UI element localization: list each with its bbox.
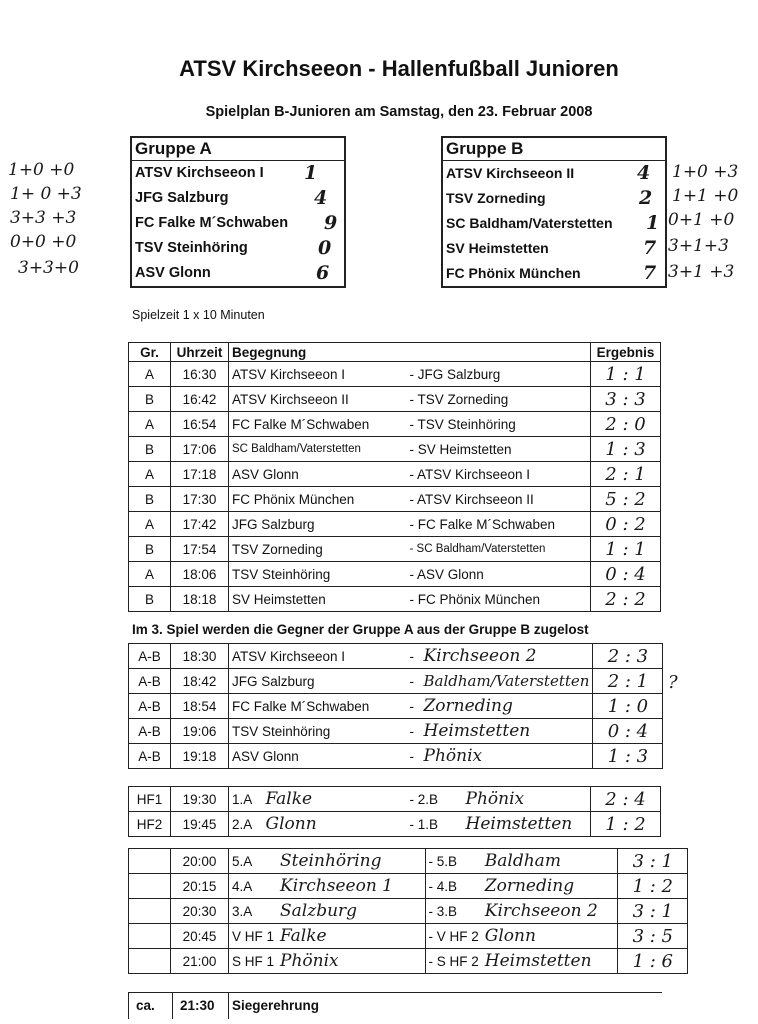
row-result: 2 : 3	[593, 644, 663, 669]
table-row	[129, 744, 663, 769]
row-away: - ASV Glonn	[407, 562, 591, 587]
row-away: - ATSV Kirchseeon I	[407, 462, 591, 487]
row-home: ASV Glonn	[229, 462, 407, 487]
row-away-slot: - 1.B	[407, 812, 463, 837]
table-row	[129, 537, 661, 562]
row-away: Heimstetten	[463, 812, 591, 837]
row-home-slot: 4.A	[229, 874, 278, 899]
group-b-heading: Gruppe B	[443, 138, 665, 161]
table-row	[129, 437, 661, 462]
row-away-slot: - 3.B	[425, 899, 482, 924]
row-result: 1 : 0	[593, 694, 663, 719]
round3-note: Im 3. Spiel werden die Gegner der Gruppe A aus der Gruppe B zugelost	[132, 622, 589, 637]
row-time: 19:45	[171, 812, 229, 837]
row-result: 2 : 1	[593, 669, 663, 694]
row-group: A	[129, 512, 171, 537]
row-away: - SV Heimstetten	[407, 437, 591, 462]
row-home-slot: V HF 1	[229, 924, 278, 949]
row-label: HF2	[129, 812, 171, 837]
row-time: 17:42	[171, 512, 229, 537]
table-row	[129, 412, 661, 437]
semifinal-table	[128, 786, 661, 837]
row-home-slot: 1.A	[229, 787, 263, 812]
group-a-heading: Gruppe A	[132, 138, 344, 161]
row-away: Zorneding	[421, 694, 593, 719]
group-b-team	[443, 211, 665, 236]
group-b-team	[443, 161, 665, 186]
row-home: TSV Zorneding	[229, 537, 407, 562]
group-a-team	[132, 211, 344, 236]
team-name: FC Phönix München	[446, 265, 581, 281]
group-b-note: 3+1 +3	[668, 262, 735, 282]
row-time: 16:42	[171, 387, 229, 412]
table-row	[129, 644, 663, 669]
row-time: 17:06	[171, 437, 229, 462]
team-points: 1	[304, 162, 318, 184]
row-away: Heimstetten	[482, 949, 618, 974]
group-a-note: 3+3 +3	[10, 208, 77, 228]
team-name: ATSV Kirchseeon II	[446, 165, 575, 181]
row-label: HF1	[129, 787, 171, 812]
row-away-slot: - S HF 2	[425, 949, 482, 974]
row-dash: -	[407, 719, 421, 744]
table-row	[129, 949, 688, 974]
match-duration: Spielzeit 1 x 10 Minuten	[132, 308, 265, 322]
row-away-slot: - V HF 2	[425, 924, 482, 949]
row-home: ATSV Kirchseeon II	[229, 387, 407, 412]
row-time: 20:00	[171, 849, 229, 874]
row-time: 18:42	[171, 669, 229, 694]
header-time: Uhrzeit	[171, 343, 229, 362]
group-b-team	[443, 236, 665, 261]
row-home: Falke	[277, 924, 425, 949]
row-away-slot: - 5.B	[425, 849, 482, 874]
table-row	[129, 719, 663, 744]
team-name: TSV Zorneding	[446, 190, 546, 206]
row-home: Salzburg	[277, 899, 425, 924]
team-points: 9	[324, 212, 338, 234]
row-result: 2 : 0	[591, 412, 661, 437]
group-stage-table	[128, 342, 661, 612]
team-name: JFG Salzburg	[135, 190, 229, 206]
row-away: Baldham	[482, 849, 618, 874]
row-time: 16:54	[171, 412, 229, 437]
row-group: A	[129, 462, 171, 487]
row-away: - JFG Salzburg	[407, 362, 591, 387]
row-dash: -	[407, 669, 421, 694]
group-a-note: 0+0 +0	[10, 232, 77, 252]
row-group: A-B	[129, 744, 171, 769]
row-result: 5 : 2	[591, 487, 661, 512]
round3-table	[128, 643, 663, 769]
row-time: 20:45	[171, 924, 229, 949]
row-time: 18:30	[171, 644, 229, 669]
team-points: 1	[646, 212, 660, 234]
table-header	[129, 343, 661, 362]
row-result: 2 : 2	[591, 587, 661, 612]
team-points: 7	[643, 237, 657, 259]
table-row	[129, 487, 661, 512]
row-time: 20:30	[171, 899, 229, 924]
row-home: SV Heimstetten	[229, 587, 407, 612]
row-home: FC Falke M´Schwaben	[229, 694, 407, 719]
group-b-team	[443, 186, 665, 211]
row-time: 18:06	[171, 562, 229, 587]
row-result: 1 : 3	[593, 744, 663, 769]
row-away: Kirchseeon 2	[482, 899, 618, 924]
row-result: 3 : 5	[618, 924, 688, 949]
row-time: 19:18	[171, 744, 229, 769]
ceremony-event: Siegerehrung	[232, 998, 320, 1013]
ceremony-time: 21:30	[180, 998, 215, 1013]
row-away: Heimstetten	[421, 719, 593, 744]
row-time: 17:54	[171, 537, 229, 562]
table-row	[129, 899, 688, 924]
team-points: 6	[316, 262, 330, 284]
row-result: 1 : 6	[618, 949, 688, 974]
row-group: B	[129, 487, 171, 512]
row-group: A	[129, 362, 171, 387]
page-title: ATSV Kirchseeon - Hallenfußball Junioren	[179, 56, 619, 81]
award-ceremony-row	[128, 992, 662, 1019]
row-home: JFG Salzburg	[229, 669, 407, 694]
group-b-note: 1+0 +3	[672, 162, 739, 182]
row-result: 1 : 2	[591, 812, 661, 837]
row-away: - SC Baldham/Vaterstetten	[407, 537, 591, 562]
row-time: 18:54	[171, 694, 229, 719]
question-mark: ?	[668, 672, 678, 693]
table-row	[129, 787, 661, 812]
row-home: ATSV Kirchseeon I	[229, 362, 407, 387]
group-b-note: 1+1 +0	[672, 186, 739, 206]
row-away: Phönix	[421, 744, 593, 769]
table-row	[129, 669, 663, 694]
team-name: SC Baldham/Vaterstetten	[446, 215, 613, 231]
table-row	[129, 587, 661, 612]
row-home-slot: S HF 1	[229, 949, 278, 974]
row-dash: -	[407, 644, 421, 669]
row-result: 1 : 3	[591, 437, 661, 462]
row-group: A	[129, 562, 171, 587]
row-home-slot: 3.A	[229, 899, 278, 924]
header-group: Gr.	[129, 343, 171, 362]
row-result: 0 : 4	[593, 719, 663, 744]
group-a-team	[132, 161, 344, 186]
row-away: - FC Phönix München	[407, 587, 591, 612]
row-home: TSV Steinhöring	[229, 562, 407, 587]
row-result: 2 : 1	[591, 462, 661, 487]
team-name: FC Falke M´Schwaben	[135, 215, 289, 231]
row-group: B	[129, 537, 171, 562]
table-row	[129, 849, 688, 874]
row-home: JFG Salzburg	[229, 512, 407, 537]
row-home-slot: 5.A	[229, 849, 278, 874]
row-away: Phönix	[463, 787, 591, 812]
row-home: Phönix	[277, 949, 425, 974]
table-row	[129, 924, 688, 949]
row-group: A-B	[129, 719, 171, 744]
team-points: 7	[643, 262, 657, 284]
table-row	[129, 562, 661, 587]
row-dash: -	[407, 694, 421, 719]
row-time: 16:30	[171, 362, 229, 387]
row-time: 19:30	[171, 787, 229, 812]
row-away: - TSV Zorneding	[407, 387, 591, 412]
row-home: Glonn	[263, 812, 407, 837]
row-result: 1 : 1	[591, 537, 661, 562]
row-dash: -	[407, 744, 421, 769]
row-home-slot: 2.A	[229, 812, 263, 837]
row-time: 19:06	[171, 719, 229, 744]
row-home: ATSV Kirchseeon I	[229, 644, 407, 669]
group-a-note: 3+3+0	[18, 258, 79, 278]
row-home: Steinhöring	[277, 849, 425, 874]
row-away-slot: - 2.B	[407, 787, 463, 812]
row-result: 1 : 2	[618, 874, 688, 899]
row-group: A-B	[129, 694, 171, 719]
row-away: Kirchseeon 2	[421, 644, 593, 669]
row-home: TSV Steinhöring	[229, 719, 407, 744]
row-result: 0 : 4	[591, 562, 661, 587]
row-away-slot: - 4.B	[425, 874, 482, 899]
team-name: ASV Glonn	[135, 265, 211, 281]
table-row	[129, 694, 663, 719]
row-result: 0 : 2	[591, 512, 661, 537]
row-result: 3 : 3	[591, 387, 661, 412]
header-match: Begegnung	[229, 343, 407, 362]
row-result: 3 : 1	[618, 899, 688, 924]
row-group: B	[129, 587, 171, 612]
row-group: B	[129, 387, 171, 412]
row-home: ASV Glonn	[229, 744, 407, 769]
table-row	[129, 874, 688, 899]
row-away: Glonn	[482, 924, 618, 949]
group-b-team	[443, 261, 665, 286]
row-away: - TSV Steinhöring	[407, 412, 591, 437]
group-a-team	[132, 186, 344, 211]
table-row	[129, 512, 661, 537]
table-row	[129, 462, 661, 487]
row-away: - ATSV Kirchseeon II	[407, 487, 591, 512]
group-a-note: 1+ 0 +3	[10, 184, 82, 204]
row-home: FC Phönix München	[229, 487, 407, 512]
group-b-note: 0+1 +0	[668, 210, 735, 230]
placement-table	[128, 848, 688, 974]
group-a-box	[130, 136, 346, 288]
team-points: 4	[314, 187, 328, 209]
row-group: A-B	[129, 669, 171, 694]
row-group: A	[129, 412, 171, 437]
row-group: B	[129, 437, 171, 462]
row-home: Falke	[263, 787, 407, 812]
row-away: - FC Falke M´Schwaben	[407, 512, 591, 537]
row-result: 3 : 1	[618, 849, 688, 874]
header-result: Ergebnis	[591, 343, 661, 362]
row-away: Zorneding	[482, 874, 618, 899]
page-subtitle: Spielplan B-Junioren am Samstag, den 23. Februar 2008	[205, 104, 593, 120]
row-time: 18:18	[171, 587, 229, 612]
group-b-box	[441, 136, 667, 288]
row-time: 17:18	[171, 462, 229, 487]
row-result: 1 : 1	[591, 362, 661, 387]
team-name: ATSV Kirchseeon I	[135, 165, 264, 181]
row-result: 2 : 4	[591, 787, 661, 812]
row-home: Kirchseeon 1	[277, 874, 425, 899]
ceremony-label: ca.	[136, 998, 155, 1013]
team-points: 2	[639, 187, 653, 209]
group-a-note: 1+0 +0	[8, 160, 75, 180]
table-row	[129, 812, 661, 837]
table-row	[129, 362, 661, 387]
row-time: 17:30	[171, 487, 229, 512]
row-time: 20:15	[171, 874, 229, 899]
team-points: 0	[318, 237, 332, 259]
row-home: FC Falke M´Schwaben	[229, 412, 407, 437]
team-name: SV Heimstetten	[446, 240, 549, 256]
row-away: Baldham/Vaterstetten	[421, 669, 593, 694]
table-row	[129, 387, 661, 412]
row-group: A-B	[129, 644, 171, 669]
group-a-team	[132, 236, 344, 261]
group-a-team	[132, 261, 344, 286]
row-home: SC Baldham/Vaterstetten	[229, 437, 407, 462]
row-time: 21:00	[171, 949, 229, 974]
team-points: 4	[637, 162, 651, 184]
group-b-note: 3+1+3	[668, 236, 729, 256]
team-name: TSV Steinhöring	[135, 240, 248, 256]
